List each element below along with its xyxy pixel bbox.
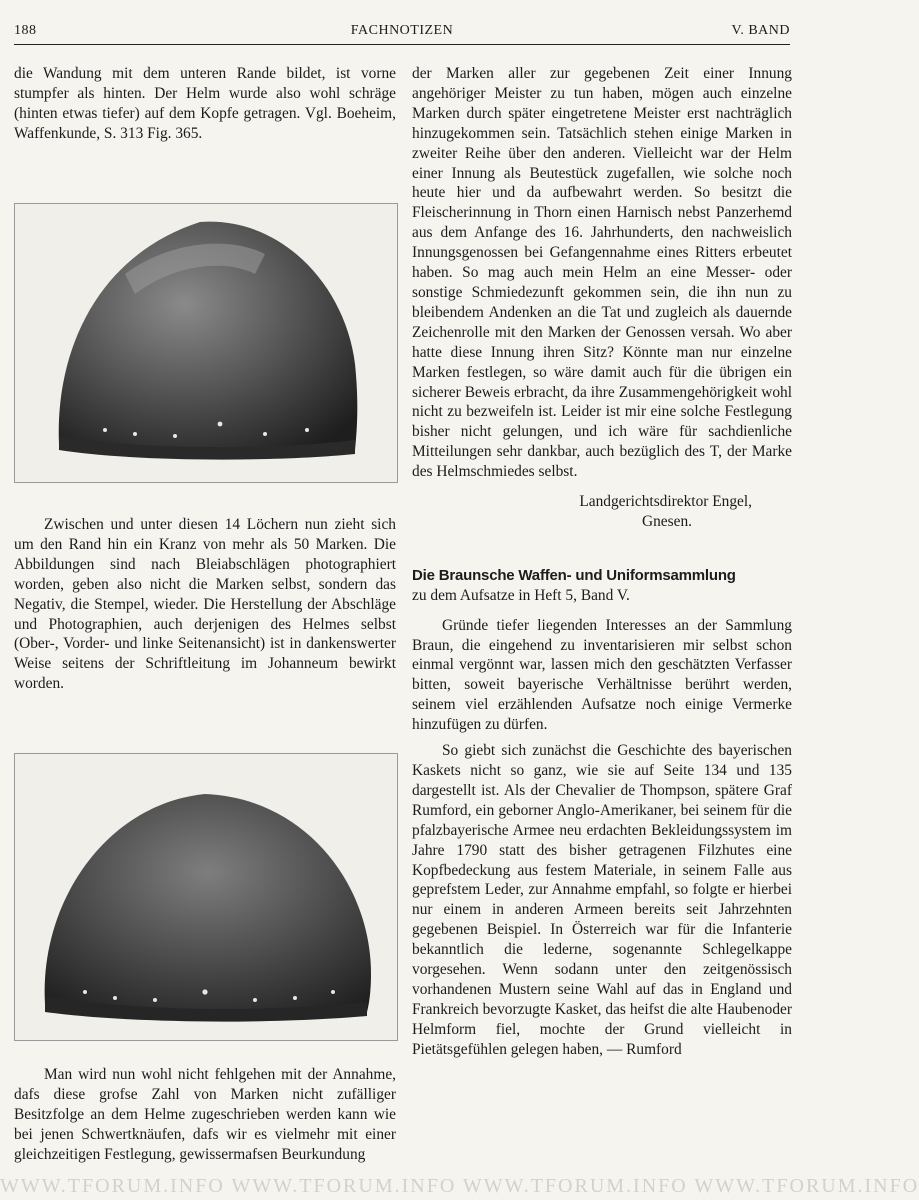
article-subtitle: zu dem Aufsatze in Heft 5, Band V.: [412, 586, 630, 604]
right-continuation-paragraph: der Marken aller zur gegebenen Zeit einer Innung angehöriger Meister zu tun haben, mögen auch einzelne Marken durch später eingetretene Meister erst nachträglich hinzugekommen sein. Tatsächlich stehen einige Marken in zweiter Reihe über den anderen. Vielleicht war der Helm einer Innung als Beutestück zugefallen, wie solche noch heute hier und da aufbewahrt werden. So besitzt die Fleischerinnung in Thorn einen Harnisch nebst Panzerhemd aus dem Anfange des 16. Jahrhunderts, den nachweislich Innungsgenossen bei Gefangennahme eines Ritters erbeutet haben. So mag auch mein Helm an eine Messer- oder sonstige Schmiedezunft gekommen sein, die ihn nun zu bleibendem Andenken an die Tat und zugleich als dauernde Zeichenrolle mit den Marken der Genossen versah. Wo aber hatte diese Innung ihren Sitz? Könnte man nur einzelne Marken festlegen, so wäre damit auch für die übrigen ein sicherer Beweis erbracht, da ihre Zusammengehörigkeit wohl nicht zu bezweifeln ist. Leider ist mir eine solche Festlegung bisher nicht gelungen, und ich wäre für sachdienliche Mitteilungen sehr dankbar, auch bezüglich des T, der Marke des Helmschmiedes selbst.: [412, 65, 792, 481]
left-column: [14, 64, 396, 144]
article-paragraph-1: Gründe tiefer liegenden Interesses an der Sammlung Braun, die eingehend zu inventarisieren mir selbst schon einmal vergönnt war, lassen mich den geschätzten Verfasser bitten, soweit bayerische Verhältnisse berührt werden, seinem viel erzählenden Aufsatze noch einige Vermerke hinzufügen zu dürfen.: [412, 616, 792, 734]
article-paragraph-2: So giebt sich zunächst die Geschichte des bayerischen Kaskets nicht so ganz, wie sie auf Seite 134 und 135 dargestellt ist. Als der Chevalier de Thompson, spätere Graf Rumford, ein geborner Anglo-Amerikaner, bei seinem für die pfalzbayerische Armee neu erdachten Bekleidungssystem im Jahre 1790 statt des bisher getragenen Filzhutes eine Kopfbedeckung aus festem Materiale, in seinem Falle aus geprefstem Leder, zur Annahme empfahl, so folgte er hierbei nur einem in anderen Armeen bereits seit Jahrzehnten gegebenen Beispiel. In Österreich war für die Infanterie bekanntlich die lederne, sogenannte Schlegelkappe vorgesehen. Wenn sodann unter den zeitgenössisch vorhandenen Mustern seine Wahl auf das in England und Frankreich bevorzugte Kasket, das heifst die alte Haubenoder Helmform fiel, mochte der Grund vielleicht in Pietätsgefühlen gelegen haben, — Rumford: [412, 742, 792, 1058]
signature-name: Landgerichtsdirektor Engel,: [579, 493, 752, 511]
watermark: WWW.TFORUM.INFO WWW.TFORUM.INFO WWW.TFORUM.INFO WWW.TFORUM.INFO: [0, 1175, 919, 1197]
left-middle-block: [14, 515, 396, 694]
article-title: Die Braunsche Waffen- und Uniformsammlung: [412, 566, 736, 584]
left-bottom-paragraph: Man wird nun wohl nicht fehlgehen mit der Annahme, dafs diese grofse Zahl von Marken nicht zufälliger Besitzfolge an dem Helme zugeschrieben werden kann wie bei jenen Schwertknäufen, dafs wir es vielmehr mit einer gleichzeitigen Festlegung, gewissermafsen Beurkundung: [14, 1066, 396, 1163]
left-intro-paragraph: die Wandung mit dem unteren Rande bildet, ist vorne stumpfer als hinten. Der Helm wurde also wohl schräge (hinten etwas tiefer) auf dem Kopfe getragen. Vgl. Boeheim, Waffenkunde, S. 313 Fig. 365.: [14, 65, 396, 142]
left-bottom-block: [14, 1065, 396, 1165]
page-number: 188: [14, 23, 37, 38]
signature-place: Gnesen.: [641, 512, 692, 530]
left-middle-paragraph: Zwischen und unter diesen 14 Löchern nun zieht sich um den Rand hin ein Kranz von mehr als 50 Marken. Die Abbildungen sind nach Bleiabschlägen photographiert worden, geben also nicht die Marken selbst, sondern das Negativ, die Stempel, wieder. Die Herstellung der Abschläge und Photographien, auch derjenigen des Helmes selbst (Ober-, Vorder- und linke Seitenansicht) ist in dankenswerter Weise seitens der Schriftleitung im Johanneum bewirkt worden.: [14, 516, 396, 693]
volume-label: V. BAND: [731, 23, 790, 38]
right-column: [412, 64, 792, 1060]
section-title: FACHNOTIZEN: [350, 23, 454, 38]
helmet-photo-bottom: [14, 753, 398, 1041]
helmet-photo-top: [14, 203, 398, 483]
running-header: [14, 22, 790, 45]
